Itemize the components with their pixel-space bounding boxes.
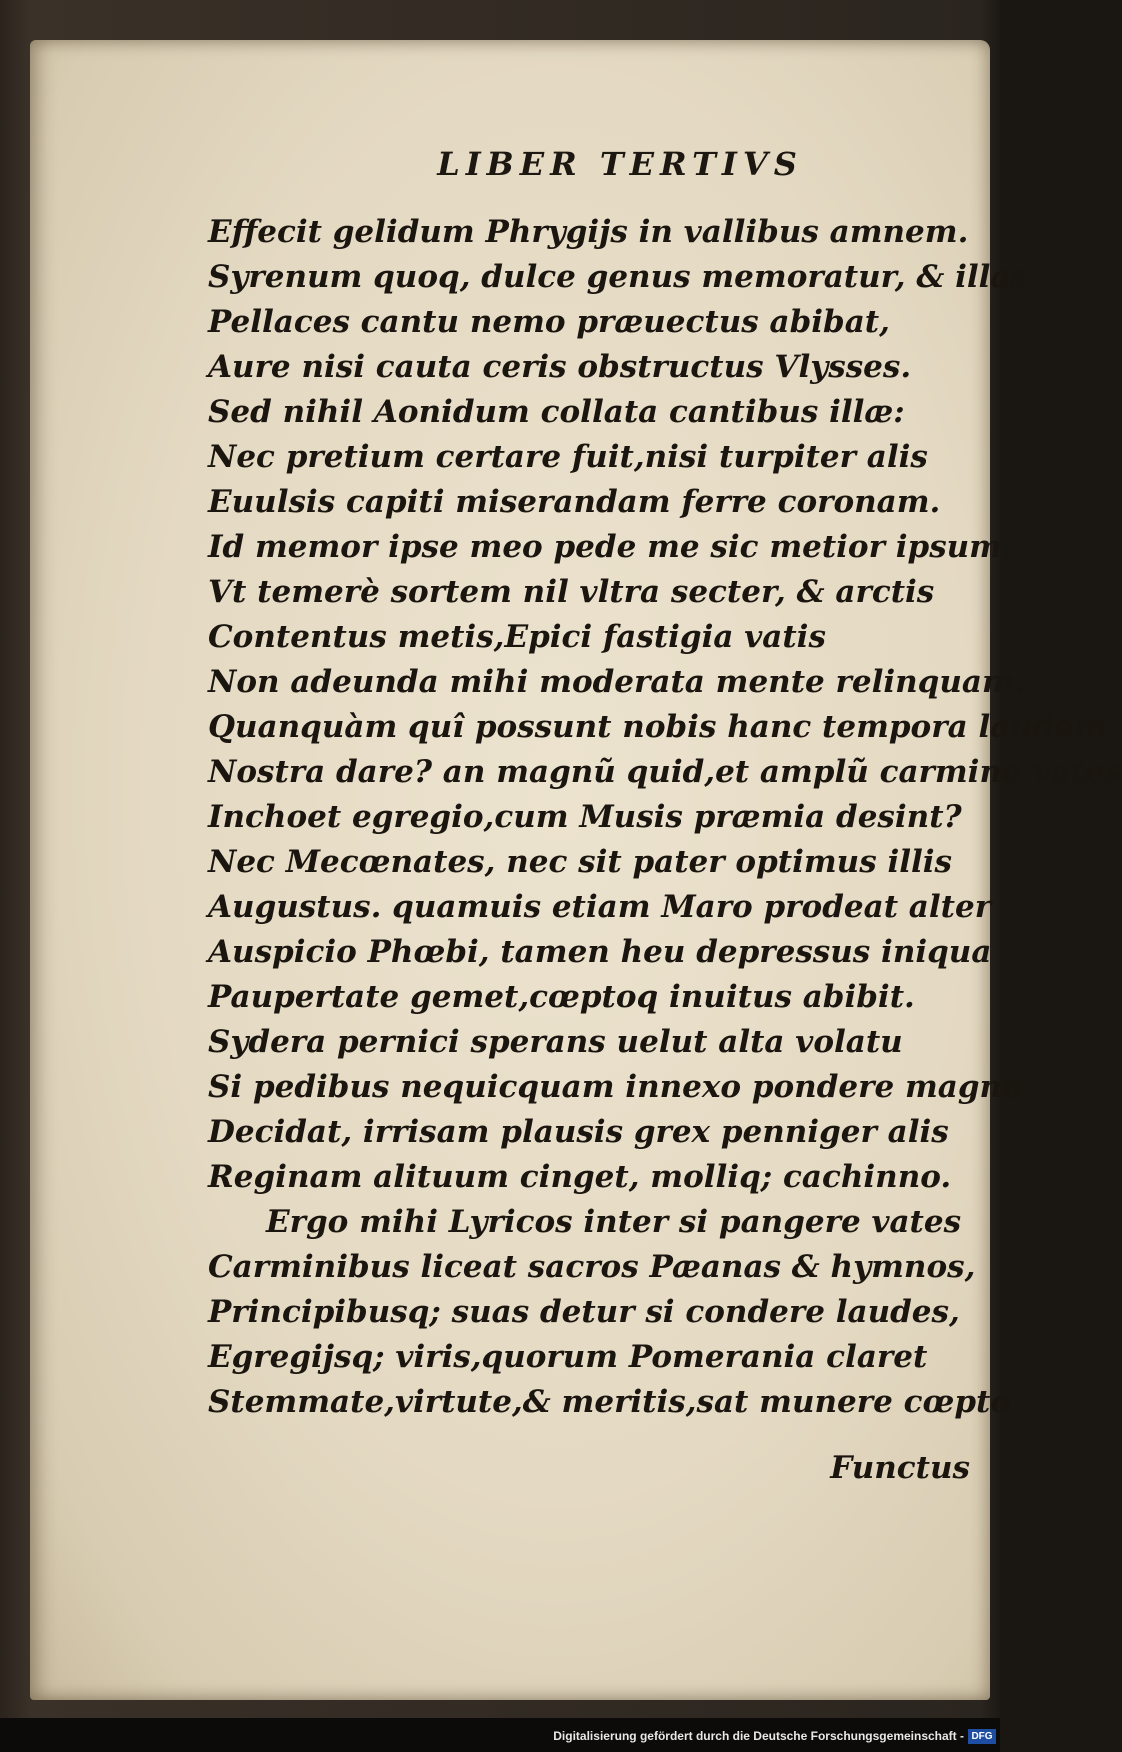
verse-line: Carminibus liceat sacros Pæanas & hymnos, bbox=[208, 1249, 976, 1285]
verse-line: Sydera pernici sperans uelut alta volatu bbox=[208, 1024, 903, 1060]
verse-line: Nostra dare? an magnũ quid,et amplũ carmine vates bbox=[208, 754, 1122, 790]
verse-line: Decidat, irrisam plausis grex penniger alis bbox=[208, 1114, 949, 1150]
verse-line: Sed nihil Aonidum collata cantibus illæ: bbox=[208, 394, 905, 430]
verse-line: Ergo mihi Lyricos inter si pangere vates bbox=[266, 1204, 962, 1240]
catchword: Functus bbox=[830, 1450, 970, 1486]
running-header: LIBER TERTIVS bbox=[437, 145, 803, 183]
verse-line: Syrenum quoq, dulce genus memoratur, & illas bbox=[208, 259, 1028, 295]
verse-line: Paupertate gemet,cœptoq inuitus abibit. bbox=[208, 979, 915, 1015]
book-page bbox=[30, 40, 1122, 1700]
verse-line: Vt temerè sortem nil vltra secter, & arctis bbox=[208, 574, 935, 610]
verse-line: Nec pretium certare fuit,nisi turpiter alis bbox=[208, 439, 928, 475]
verse-line: Egregijsq; viris,quorum Pomerania claret bbox=[208, 1339, 928, 1375]
verse-line: Effecit gelidum Phrygijs in vallibus amnem. bbox=[208, 214, 969, 250]
verse-line: Principibusq; suas detur si condere laudes, bbox=[208, 1294, 960, 1330]
verse-line: Si pedibus nequicquam innexo pondere magno bbox=[208, 1069, 1023, 1105]
verse-line: Inchoet egregio,cum Musis præmia desint? bbox=[208, 799, 962, 835]
verse-line: Euulsis capiti miserandam ferre coronam. bbox=[208, 484, 941, 520]
verse-line: Stemmate,virtute,& meritis,sat munere cœpto bbox=[208, 1384, 1012, 1420]
verse-line: Quanquàm quî possunt nobis hanc tempora laudem bbox=[208, 709, 1108, 745]
verse-line: Pellaces cantu nemo præuectus abibat, bbox=[208, 304, 890, 340]
verse-line: Nec Mecœnates, nec sit pater optimus illis bbox=[208, 844, 952, 880]
verse-line: Non adeunda mihi moderata mente relinquam. bbox=[208, 664, 1026, 700]
verse-block bbox=[208, 210, 1122, 1425]
verse-line: Contentus metis,Epici fastigia vatis bbox=[208, 619, 826, 655]
verse-line: Reginam alituum cinget, molliq; cachinno. bbox=[208, 1159, 952, 1195]
verse-line: Augustus. quamuis etiam Maro prodeat alter bbox=[208, 889, 992, 925]
digitization-credit: Digitalisierung gefördert durch die Deutsche Forschungsgemeinschaft - bbox=[553, 1729, 964, 1743]
verse-line: Id memor ipse meo pede me sic metior ipsum, bbox=[208, 529, 1013, 565]
verse-line: Aure nisi cauta ceris obstructus Vlysses. bbox=[208, 349, 912, 385]
dfg-logo: DFG bbox=[968, 1729, 996, 1744]
verse-line: Auspicio Phœbi, tamen heu depressus iniqua bbox=[208, 934, 992, 970]
